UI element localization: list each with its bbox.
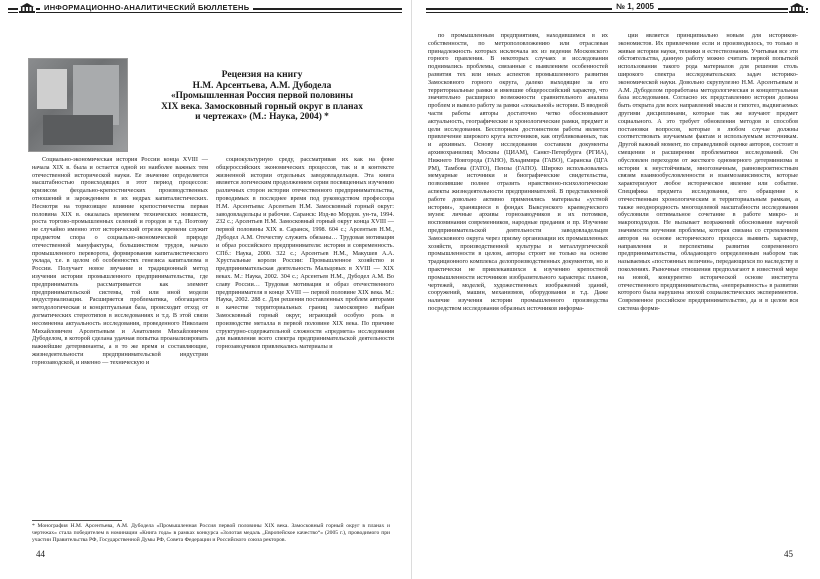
photo-medal bbox=[43, 115, 113, 145]
running-header-right bbox=[426, 3, 808, 15]
issue-number: № 1, 2005 bbox=[612, 2, 658, 11]
photo-diploma bbox=[37, 69, 67, 109]
running-header-left bbox=[8, 3, 402, 15]
right-page-column-2 bbox=[618, 32, 798, 542]
right-page-column-1 bbox=[428, 32, 608, 542]
left-page-column-2 bbox=[216, 156, 394, 516]
article-title bbox=[132, 70, 392, 123]
footnote: * Монография Н.М. Арсентьева, А.М. Дубодела «Промышленная Россия первой половины XIX века. Замосковный горный округ в планах и чертежах» стала победителем в номинации «Книга года» в рамках конкурса «Золотая медаль „Европейское качество“» (2005 г.), проводимого при участии Правительства РФ, Государственной Думы РФ, Совета Федерации и Российского союза ректоров. bbox=[32, 523, 390, 543]
building-logo-icon bbox=[18, 2, 36, 14]
book-award-photo bbox=[28, 58, 128, 152]
paragraph: Социально-экономическая история России конца XVIII — начала XIX в. была и остается одной из наиболее важных тем отечественной исторической науки. Ее значение определяется масштабностью происходящих в этот период процессов: кризисом феодально-крепостнических производственных отношений и зарождением в их недрах капиталистических. Несмотря на тормозящее влияние крепостничества первая половина XIX в. оказалась временем технических новшеств, роста торгово-промышленных селений и городов и т.д. Поэтому не случайно именно этот исторический отрезок времени служит предметом спора о социально-экономической природе отечественной мануфактуры, большинством трудов, начало промышленного переворота, формирования капиталистического уклада, т.е. в целом об особенностях генезиса капитализма в России. Получает новое звучание и традиционный метод изучения истории промышленного предпринимательства, где предприниматель рассматривается как элемент предпринимательской системы, той или иной модели индустриализации. Расширяется проблематика, обогащается методологическая и концептуальная база, происходит отход от догматических стереотипов в исследованиях и т.д. В этой связи несомненна актуальность исследования, проведенного Николаем Михайловичем Арсентьевым и Анатолием Михайловичем Дубоделом, в которой сделана удачная попытка проанализировать важнейшие детерминанты, а в то же время и составляющие, жизнедеятельности предпринимательской индустрии горнозаводской, и именно — техническую и bbox=[32, 156, 208, 366]
footnote-rule bbox=[32, 520, 122, 521]
header-rule-thin bbox=[426, 12, 808, 13]
right-page bbox=[412, 0, 820, 579]
paragraph: ции является принципиально новым для историков-экономистов. Их привлечение если и производилось, то только в живые истории науки, техники и естествознания. Учитывая все эти обстоятельства, данную работу можно считать первой попыткой использования такого рода материалов для решения столь широкого спектра исследовательских задач историко-экономической науки. Довольно скрупулезно Н.М. Арсентьевым и А.М. Дубоделом проработана методологическая и концептуальная база исследования. Согласно их представлению история должна быть открыта для всех направлений мысли и гипотез, выдвигаемых другими дисциплинами, которые так же изучают предмет социального. А это требует обновления методов и способов постановки вопросов, которые в любом случае должны соответствовать изучаемым фактам и используемым источникам. Другой важный момент, по справедливой оценке авторов, состоит в смещении и расширении проблематики исследований. Он обусловлен переходом от жесткого одномерного детерминизма в истории к неустойчивым, многозначным, равновероятностным связям взаимообусловленности и взаимозависимости, которые характеризуют любое историческое явление или событие. Специфика предмета исследования, его обращение к отечественным хронологическим и территориальным рамкам, а также неоднородность многоцелевой масштабности исследования обусловили оптимальное сочетание в работе микро- и макроподходов. Не вызывает возражений обоснование научной значимости изучения проблемы, которая связана со стремлением авторов на основе исторического процесса выявить характер, направления и перспективы развития современного предпринимательства, обладающего определенным набором так называемых «постоянных величин», передающихся по наследству в поколениях. Рыночные отношения предполагают в известной мере на новой, конкурентно исторической основе института отечественного предпринимательства, «непрерывность» в развитии которого была нарушена эпохой социалистических экспериментов. Современное российское предпринимательство, да и в целом вся система форми- bbox=[618, 32, 798, 312]
paragraph: социокультурную среду, рассматривая их как на фоне общероссийских экономических процессов, так и в контексте жизненной истории отдельных заводовладельцев. Эта книга является логическим продолжением серии посвященных изучению различных сторон истории отечественного предпринимательства, проводимых в последнее время под руководством профессора Н.М. Арсентьева: Арсентьев Н.М. Замосковный горный округ: заводовладельцы и рабочие. Саранск: Изд-во Мордов. ун-та, 1994. 232 с.; Арсентьев Н.М. Замосковный горный округ конца XVIII — первой половины XIX в. Саранск, 1998. 604 с.; Арсентьев Н.М., Дубодел А.М. Отечеству служить обязаны… Трудовая мотивация и образ российского предпринимателя: история и современность. СПб.: Наука, 2000. 322 с.; Арсентьев Н.М., Макушев А.А. Хрустальные короли России: Промышленное хозяйство и предпринимательская деятельность Мальцовых в XVIII — XIX веках. М.: Наука, 2002. 304 с.; Арсентьев Н.М., Дубодел А.М. Во славу России… Трудовая мотивация и образ отечественного предпринимателя в конце XVIII — первой половине XIX века. М.: Наука, 2002. 288 с. Для решения поставленных проблем авторами в качестве территориальных границ замосковрно выбран Замосковный горный округ, играющий особую роль в производстве металла в первой половине XIX века. По причине структурно-содержательной сложности «предмета» исследования для выявления всего спектра предпринимательской деятельности горнозаводчиков привлекались материалы и bbox=[216, 156, 394, 351]
title-line-1: Рецензия на книгу bbox=[221, 69, 303, 80]
page-number-right: 45 bbox=[784, 549, 793, 559]
title-line-2: Н.М. Арсентьева, А.М. Дубодела bbox=[192, 80, 332, 91]
title-line-4: XIX века. Замосковный горный округ в планах bbox=[161, 101, 363, 112]
paragraph: по промышленным предприятиям, находившимся в их собственности, по метрополовложению или отраслевая принадлежность которых исключала их из ведения Московского горного правления. В некоторых случаях и исследования поднимались проблемы, связанные с выявлением особенностей развития тех или иных аспектов промышленного развития Замосковного горного округа, далеко выходящие за его территориальные рамки и имевшие общероссийский характер, что значительно расширило возможности сравнительного анализа проблем и вывело работу за рамки «локальной» истории. В вводной части работы авторы достаточно четко обосновывают актуальность, географические и хронологические рамки, предмет и цели исследования. Бесспорным достоинством работы является привлечение широкого круга источников, как опубликованных, так и архивных. Основу исследования составили документы архивохранилищ Москвы (ЦИАМ), Санкт-Петербурга (РГИА), Нижнего Новгорода (ГАНО), Владимира (ГАВО), Саранска (ЦГА РМ), Тамбова (ГАТО), Пензы (ГАПО). Широко использовались мемуарные источники и биографические свидетельства, позволившие полнее отразить нравственно-психологические аспекты жизнедеятельности предпринимателей. В представленной работе довольно активно применялись материалы «устной истории», хранящиеся в фондах Выксунского краеведческого музея: личные архивы горнозаводчиков и их потомков, воспоминания современников, народные предания и пр. Изучение предпринимательской деятельности заводовладельцев Замосковного округа через призму организации их промышленных хозяйств, производственной культуры и металлургической промышленности в целом, авторы строят не только на основе традиционного комплекса делопроизводственных документов, но и практически не привлекавшихся к изучению крепостной промышленности источников изобразительного характера: планов, чертежей, моделей, художественных изображений зданий, сооружений, машин, механизмов, оборудования и т.д. Даже наличие изучения истории промышленного производства посредством исследования образных источников информа- bbox=[428, 32, 608, 312]
bulletin-title: ИНФОРМАЦИОННО-АНАЛИТИЧЕСКИЙ БЮЛЛЕТЕНЬ bbox=[40, 3, 253, 12]
page-number-left: 44 bbox=[36, 549, 45, 559]
left-page-column-1 bbox=[32, 156, 208, 516]
header-rule-thin bbox=[8, 12, 402, 13]
title-line-5: и чертежах» (М.: Наука, 2004) * bbox=[195, 112, 329, 123]
building-logo-icon bbox=[788, 2, 806, 14]
title-line-3: «Промышленная Россия первой половины bbox=[170, 91, 354, 102]
